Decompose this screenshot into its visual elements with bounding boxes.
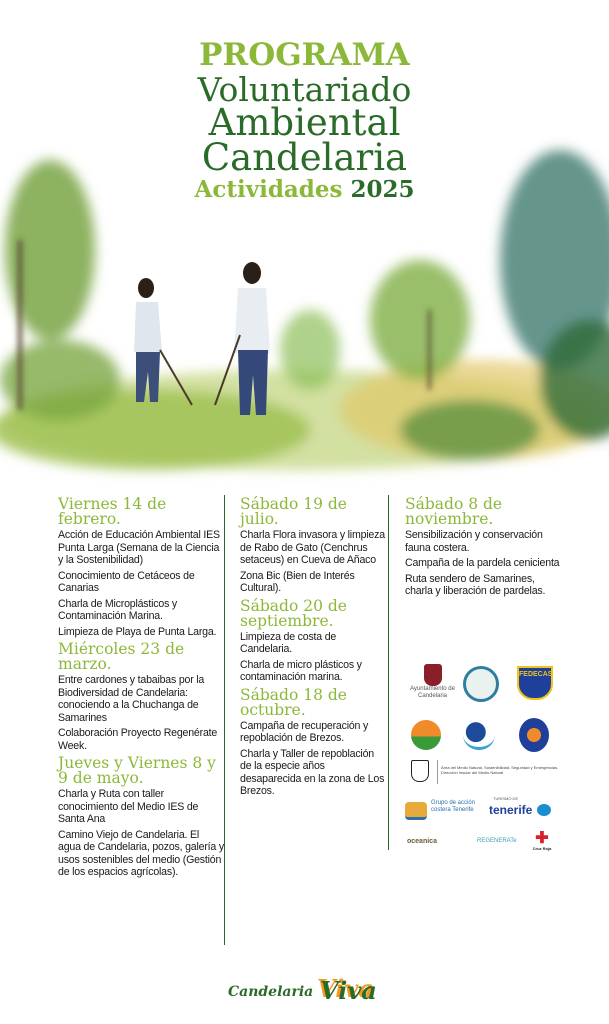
title-voluntariado: Voluntariado <box>197 70 412 109</box>
cabildo-logo <box>411 760 561 784</box>
event-date-heading: Sábado 19 de julio. <box>240 495 347 528</box>
fish-logo <box>463 720 495 750</box>
event-date-heading: Sábado 18 de octubre. <box>240 685 347 719</box>
activity-item: Charla y Taller de repoblación de la especie años desaparecida en la zona de Los Brezos. <box>240 747 385 797</box>
turismo-text: TURISMO DE <box>493 796 519 801</box>
turismo-tenerife-logo <box>489 796 565 822</box>
gac-text: Grupo de acción costera Tenerife <box>431 800 476 813</box>
title-actividades <box>0 178 609 201</box>
event-date-heading: Sábado 20 de septiembre. <box>240 596 347 630</box>
candelaria-viva-logo <box>228 970 388 1010</box>
gac-logo <box>405 798 477 824</box>
activity-item: Limpieza de Playa de Punta Larga. <box>58 625 217 638</box>
tenerife-text: tenerife <box>489 803 533 817</box>
activity-item: Charla Flora invasora y limpieza de Rabo de Gato (Cenchrus setaceus) en Cueva de Añaco <box>240 529 385 566</box>
activity-item: Sensibilización y conservación fauna costera. <box>405 529 543 554</box>
column-2 <box>240 493 388 801</box>
event-date-heading: Sábado 8 de noviembre. <box>405 495 503 528</box>
title-actividades-word: Actividades <box>194 176 343 203</box>
column-3 <box>405 493 565 601</box>
cruz-roja-text: Cruz Roja <box>532 846 552 851</box>
activity-item: Zona Bic (Bien de Interés Cultural). <box>240 569 355 594</box>
activity-item: Camino Viejo de Candelaria. El agua de Candelaria, pozos, galería y usos sostenibles del medio (Gestión de los espacios agrícolas). <box>58 828 224 878</box>
cabildo-text: Área del Medio Natural, Sostenibilidad, Seguridad y Emergencias. Dirección Insular del Medio Natural <box>441 765 559 775</box>
event-date-heading: Jueves y Viernes 8 y 9 de mayo. <box>58 754 216 787</box>
column-divider <box>388 495 389 850</box>
activity-item: Ruta sendero de Samarines, charla y liberación de pardelas. <box>405 572 546 597</box>
regenerate-logo: REGENERATe <box>477 838 517 844</box>
column-divider <box>224 495 225 945</box>
activity-item: Campaña de recuperación y repoblación de Brezos. <box>240 719 369 744</box>
seal-logo <box>463 666 499 702</box>
event-date-heading: Viernes 14 de febrero. <box>58 495 167 528</box>
fedecas-logo: FEDECAS <box>517 666 553 700</box>
cruz-roja-logo: ✚ Cruz Roja <box>532 830 552 851</box>
title-programa: PROGRAMA <box>199 37 410 73</box>
orange-green-logo <box>411 720 441 750</box>
title-year: 2025 <box>350 176 415 203</box>
activity-item: Campaña de la pardela cenicienta <box>405 557 560 569</box>
activity-item: Charla de micro plásticos y contaminación marina. <box>240 658 362 683</box>
sponsor-logos <box>405 662 565 852</box>
candelaria-logo-text: Ayuntamiento de Candelaria <box>410 686 455 699</box>
tenerife-symbol-icon <box>537 804 551 816</box>
candelaria-logo <box>410 664 455 700</box>
event-date-heading: Miércoles 23 de marzo. <box>58 640 185 673</box>
footer-brand-b: Viva <box>320 976 377 1005</box>
activity-item: Conocimiento de Cetáceos de Canarias <box>58 569 195 594</box>
activity-item: Limpieza de costa de Candelaria. <box>240 630 337 655</box>
column-1 <box>58 493 224 882</box>
activity-item: Colaboración Proyecto Regenérate Week. <box>58 727 218 752</box>
activity-item: Entre cardones y tabaibas por la Biodiversidad de Candelaria: conociendo a la Chuchanga de Samarines <box>58 674 205 724</box>
footer-brand-a: Candelaria <box>228 984 314 1000</box>
activity-item: Charla de Microplásticos y Contaminación Marina. <box>58 597 178 622</box>
activity-item: Acción de Educación Ambiental IES Punta Larga (Semana de la Ciencia y la Sostenibilidad) <box>58 529 220 566</box>
proteccion-civil-logo <box>519 718 549 752</box>
title-candelaria: Candelaria <box>201 136 408 179</box>
activity-item: Charla y Ruta con taller conocimiento del Medio IES de Santa Ana <box>58 788 199 825</box>
oceanica-logo: oceanica <box>407 838 437 845</box>
poster-title <box>0 37 609 203</box>
title-ambiental: Ambiental <box>208 101 401 144</box>
